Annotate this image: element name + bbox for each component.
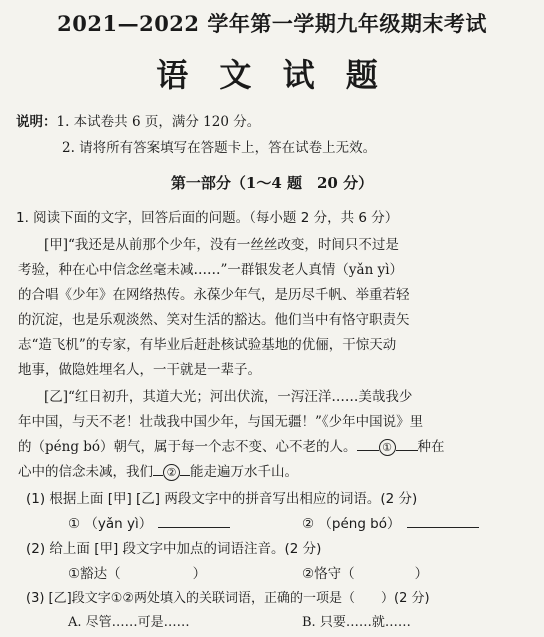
- subquestion-2-answer-a: [68, 562, 206, 582]
- passage-a-line: [甲]“我还是从前那个少年，没有一丝丝改变，时间只不过是: [44, 237, 399, 253]
- passage-a-line: 地事，做隐姓埋名人，一干就是一辈子。: [18, 362, 261, 378]
- instructions-label: 说明：: [16, 114, 57, 130]
- subquestion-1-stem: (1) 根据上面 [甲] [乙] 两段文字中的拼音写出相应的词语。(2 分): [26, 491, 418, 507]
- subquestion-1-label-a: ① （yǎn yì）: [68, 516, 153, 532]
- instructions-line-1: [16, 110, 260, 130]
- subquestion-2-label-a: ①豁达（: [68, 566, 121, 582]
- passage-b-text: 能走遍万水千山。: [190, 464, 298, 480]
- subquestion-3-stem: [26, 587, 430, 606]
- subquestion-2-label-b: ②恪守（: [302, 566, 355, 582]
- part-title: 第一部分（1～4 题 20 分）: [170, 174, 374, 192]
- subquestion-3-end: ）(2 分): [381, 591, 430, 606]
- option-a: A. 尽管……可是……: [68, 615, 190, 630]
- instructions-item-2: 2. 请将所有答案填写在答题卡上，答在试卷上无效。: [62, 140, 377, 156]
- passage-b-line: 年中国，与天不老！壮哉我中国少年，与国无疆！”《少年中国说》里: [18, 414, 424, 430]
- answer-blank: [158, 527, 230, 528]
- passage-a-line: 志“造飞机”的专家，有毕业后赶赴核试验基地的优俪，干惊天动: [18, 337, 397, 353]
- question-1-stem: 1. 阅读下面的文字，回答后面的问题。（每小题 2 分，共 6 分）: [16, 210, 399, 226]
- subquestion-1-label-b: ② （péng bó）: [302, 516, 401, 532]
- passage-b-line-3: [18, 435, 445, 456]
- subquestion-2-close-a: ）: [192, 566, 207, 582]
- exam-title: 2021—2022 学年第一学期九年级期末考试: [57, 11, 487, 36]
- blank-marker-2: ②: [163, 464, 180, 481]
- option-b: B. 只要……就……: [302, 615, 411, 630]
- subquestion-2-stem: (2) 给上面 [甲] 段文字中加点的词语注音。(2 分): [26, 541, 322, 557]
- subquestion-3-text: (3) [乙]段文字①②两处填入的关联词语，正确的一项是（: [26, 591, 355, 606]
- instructions-item-1: 1. 本试卷共 6 页，满分 120 分。: [56, 114, 261, 130]
- passage-a-line: 的沉淀，也是乐观淡然、笑对生活的豁达。他们当中有恪守职责矢: [18, 312, 410, 328]
- answer-blank: [407, 527, 479, 528]
- subquestion-2-close-b: ）: [414, 566, 429, 582]
- subquestion-1-answer-b: [302, 512, 479, 532]
- passage-b-text: 种在: [417, 439, 445, 455]
- blank-1-left: [357, 450, 379, 451]
- subquestion-2-answer-b: [302, 562, 428, 582]
- passage-a-line: 考验，种在心中信念丝毫未减……”一群银发老人真情（yǎn yì）: [18, 262, 404, 278]
- blank-2-right: [180, 475, 190, 476]
- blank-2-left: [153, 475, 163, 476]
- subject-title: 语 文 试 题: [156, 56, 388, 94]
- passage-b-line: [乙]“红日初升，其道大光；河出伏流，一泻汪洋……美哉我少: [44, 389, 413, 405]
- blank-1-right: [396, 450, 418, 451]
- subquestion-1-answer-a: [68, 512, 230, 532]
- passage-b-text: 的（péng bó）朝气，属于每一个志不变、心不老的人。: [18, 439, 357, 455]
- passage-b-line-4: [18, 460, 298, 481]
- passage-a-line: 的合唱《少年》在网络热传。永葆少年气，是历尽千帆、举重若轻: [18, 287, 410, 303]
- blank-marker-1: ①: [379, 439, 396, 456]
- passage-b-text: 心中的信念未减，我们: [18, 464, 153, 480]
